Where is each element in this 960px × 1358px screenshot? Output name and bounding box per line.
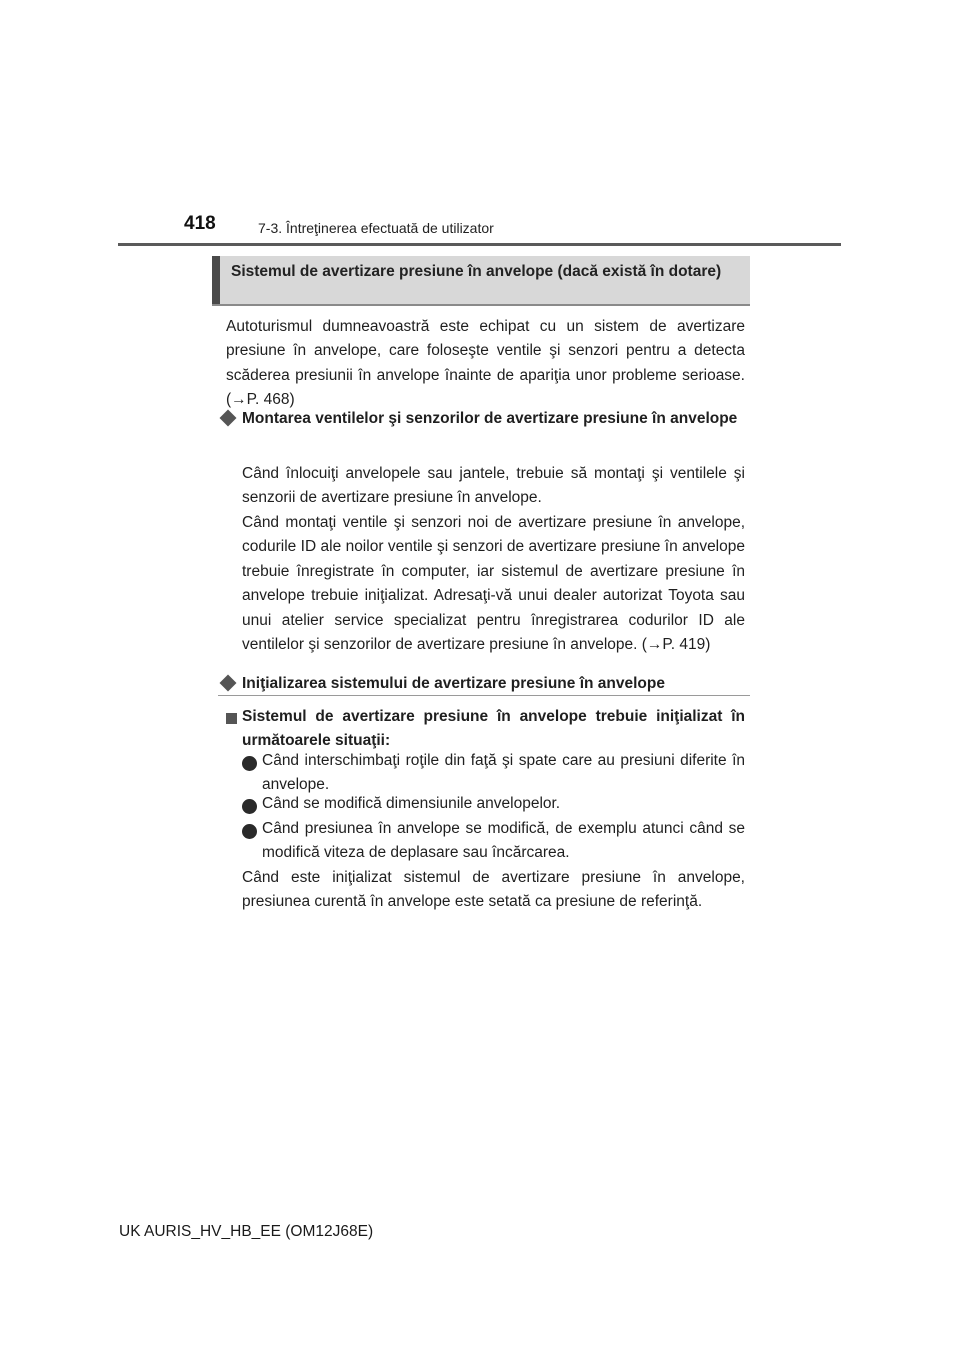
section-title: 7-3. Întreţinerea efectuată de utilizator <box>258 220 494 236</box>
bullet-dot-icon <box>242 799 257 814</box>
page-number: 418 <box>184 213 216 234</box>
intro-paragraph: Autoturismul dumneavoastră este echipat cu un sistem de avertizare presiune în anvelope, care foloseşte ventile şi senzori pentru a detecta scăderea presiunii în anvelope înainte de apariţia unor probleme serioase. (→P. 468) <box>226 318 745 409</box>
page-header <box>0 0 960 250</box>
subheading-mounting: Montarea ventilelor şi senzorilor de avertizare presiune în anvelope <box>242 410 738 427</box>
square-bullet-icon <box>226 713 237 724</box>
list-item: Când presiunea în anvelope se modifică, de exemplu atunci când se modifică viteza de deplasare sau încărcarea. <box>262 820 745 862</box>
subheading-initialization: Iniţializarea sistemului de avertizare presiune în anvelope <box>242 675 665 692</box>
closing-paragraph: Când este iniţializat sistemul de avertizare presiune în anvelope, presiunea curentă în anvelope este setată ca presiune de referinţă. <box>242 869 745 911</box>
bullet-dot-icon <box>242 824 257 839</box>
topic-title-box: Sistemul de avertizare presiune în anvelope (dacă există în dotare) <box>212 256 750 304</box>
subheading-divider <box>218 695 750 696</box>
list-item: Când se modifică dimensiunile anvelopelor. <box>262 795 561 812</box>
bullet-dot-icon <box>242 756 257 771</box>
footer-model-code: UK AURIS_HV_HB_EE (OM12J68E) <box>119 1223 374 1240</box>
mounting-paragraph-2: Când montaţi ventile şi senzori noi de avertizare presiune în anvelope, codurile ID ale noilor ventile şi senzori de avertizare presiune în anvelope trebuie înregistrate în computer, iar sistemul de avertizare presiune în anvelope trebuie iniţializat. Adresaţi-vă unui dealer autorizat Toyota sau unui atelier service specializat pentru înregistrarea codurilor ID ale ventilelor şi senzorilor de avertizare presiune în anvelope. (→P. 419) <box>242 514 745 654</box>
subheading-situations: Sistemul de avertizare presiune în anvelope trebuie iniţializat în următoarele situaţii: <box>242 708 745 749</box>
header-divider <box>118 243 841 246</box>
list-item: Când interschimbaţi roţile din faţă şi spate care au presiuni diferite în anvelope. <box>262 752 745 794</box>
topic-title-underline <box>212 304 750 306</box>
diamond-bullet-icon <box>220 675 237 692</box>
mounting-paragraph-1: Când înlocuiţi anvelopele sau jantele, trebuie să montaţi şi ventilele şi senzorii de avertizare presiune în anvelope. <box>242 465 745 507</box>
